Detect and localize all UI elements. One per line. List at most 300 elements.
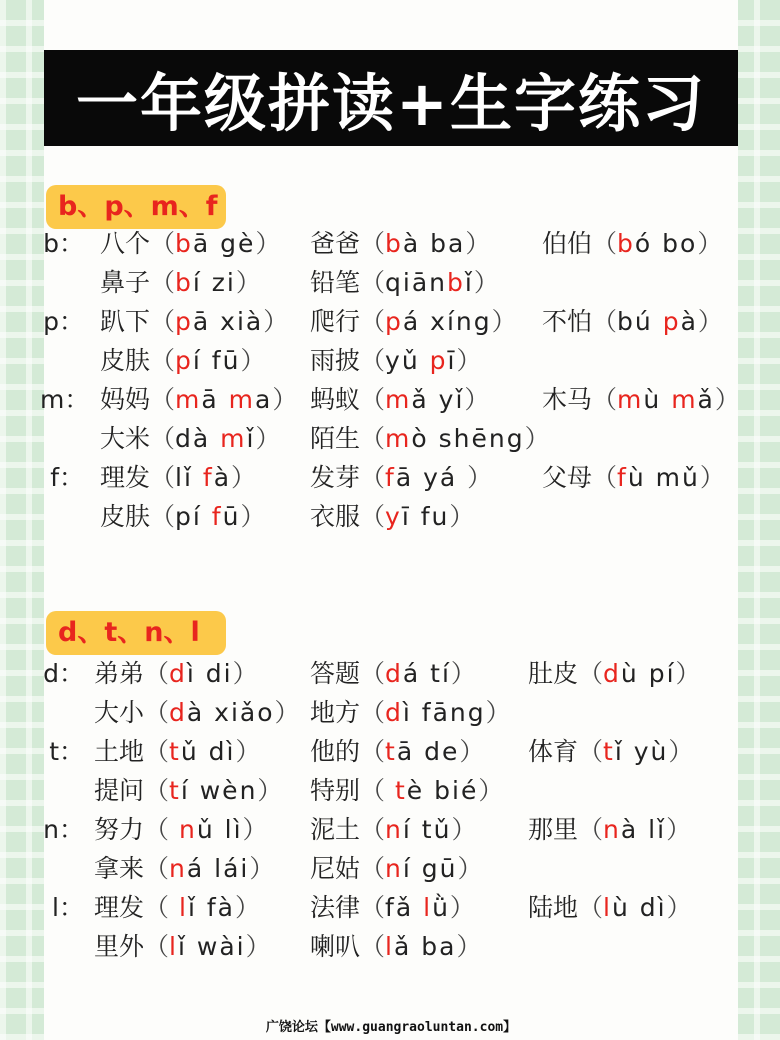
hanzi-text: 木马 bbox=[542, 385, 593, 414]
open-paren: （ bbox=[360, 385, 386, 414]
close-paren: ） bbox=[666, 815, 692, 844]
vocab-word bbox=[310, 225, 490, 263]
vocab-word bbox=[310, 342, 481, 380]
hanzi-text: 皮肤 bbox=[100, 502, 151, 531]
pinyin-line bbox=[44, 264, 738, 302]
pinyin-line bbox=[44, 733, 738, 771]
open-paren: （ bbox=[592, 385, 618, 414]
pinyin-text bbox=[617, 385, 715, 414]
close-paren: ） bbox=[714, 385, 740, 414]
pinyin-segment: qiān bbox=[385, 268, 448, 297]
pinyin-segment: yǔ bbox=[385, 346, 430, 375]
page-title: 一年级拼读+生字练习 bbox=[76, 66, 706, 140]
pinyin-line bbox=[44, 889, 738, 927]
hanzi-text: 泥土 bbox=[310, 815, 361, 844]
close-paren: ） bbox=[485, 698, 511, 727]
close-paren: ） bbox=[245, 932, 271, 961]
initial-letter: m： bbox=[40, 385, 90, 414]
pinyin-segment: dà bbox=[175, 424, 221, 453]
close-paren: ） bbox=[255, 424, 281, 453]
pinyin-text bbox=[175, 268, 236, 297]
close-paren: ） bbox=[235, 737, 261, 766]
close-paren: ） bbox=[249, 854, 275, 883]
hanzi-text: 理发 bbox=[94, 893, 145, 922]
close-paren: ） bbox=[697, 229, 723, 258]
pinyin-segment: ā xià bbox=[192, 307, 264, 336]
hanzi-text: 他的 bbox=[310, 737, 361, 766]
close-paren: ） bbox=[478, 776, 504, 805]
pinyin-initial-highlight: b bbox=[385, 229, 403, 258]
vocab-word bbox=[542, 459, 725, 497]
pinyin-line bbox=[44, 342, 738, 380]
pinyin-segment: à ba bbox=[402, 229, 466, 258]
vocab-word bbox=[542, 381, 740, 419]
open-paren: （ bbox=[360, 268, 386, 297]
initial-letter: d： bbox=[43, 659, 84, 688]
hanzi-text: 趴下 bbox=[100, 307, 151, 336]
open-paren: （ bbox=[592, 229, 618, 258]
close-paren: ） bbox=[666, 893, 692, 922]
pinyin-segment: ǐ wài bbox=[177, 932, 246, 961]
close-paren: ） bbox=[449, 893, 475, 922]
open-paren: （ bbox=[578, 815, 604, 844]
vocab-word bbox=[528, 889, 692, 927]
pinyin-line bbox=[44, 459, 738, 497]
pinyin-line bbox=[44, 811, 738, 849]
pinyin-segment: ā de bbox=[396, 737, 460, 766]
pinyin-text bbox=[169, 815, 243, 844]
open-paren: （ bbox=[360, 307, 386, 336]
vocab-word bbox=[310, 264, 499, 302]
open-paren: （ bbox=[150, 385, 176, 414]
open-paren: （ bbox=[150, 502, 176, 531]
open-paren: （ bbox=[360, 229, 386, 258]
close-paren: ） bbox=[697, 307, 723, 336]
open-paren: （ bbox=[360, 659, 386, 688]
pinyin-initial-highlight: p bbox=[662, 307, 681, 336]
pinyin-initial-highlight: l bbox=[169, 932, 178, 961]
pinyin-initial-highlight: m bbox=[228, 385, 256, 414]
open-paren: （ bbox=[360, 502, 386, 531]
vocab-word bbox=[310, 928, 481, 966]
open-paren: （ bbox=[144, 893, 170, 922]
close-paren: ） bbox=[274, 698, 300, 727]
pinyin-initial-highlight: n bbox=[385, 854, 403, 883]
initial-letter: p： bbox=[43, 307, 84, 336]
vocab-word bbox=[94, 889, 260, 927]
open-paren: （ bbox=[360, 776, 386, 805]
pinyin-line bbox=[44, 303, 738, 341]
pinyin-initial-highlight: b bbox=[175, 229, 193, 258]
pinyin-text bbox=[385, 463, 467, 492]
pinyin-initial-highlight: f bbox=[211, 502, 223, 531]
hanzi-text: 法律 bbox=[310, 893, 361, 922]
pinyin-segment: í wèn bbox=[180, 776, 258, 805]
pinyin-text bbox=[603, 659, 675, 688]
hanzi-text: 皮肤 bbox=[100, 346, 151, 375]
hanzi-text: 特别 bbox=[310, 776, 361, 805]
pinyin-text bbox=[175, 385, 272, 414]
pinyin-initial-highlight: b bbox=[617, 229, 635, 258]
open-paren: （ bbox=[360, 893, 386, 922]
pinyin-initial-highlight: m bbox=[617, 385, 644, 414]
pinyin-segment: ǎ ba bbox=[393, 932, 457, 961]
pinyin-segment: ā bbox=[201, 385, 229, 414]
pinyin-initial-highlight: d bbox=[385, 659, 403, 688]
close-paren: ） bbox=[449, 502, 475, 531]
open-paren: （ bbox=[578, 737, 604, 766]
vocab-word bbox=[94, 655, 258, 693]
open-paren: （ bbox=[578, 659, 604, 688]
pinyin-initial-highlight: l bbox=[603, 893, 612, 922]
pinyin-initial-highlight: m bbox=[220, 424, 247, 453]
worksheet bbox=[40, 0, 740, 1040]
open-paren: （ bbox=[360, 346, 386, 375]
pinyin-text bbox=[169, 698, 275, 727]
vocab-word bbox=[100, 381, 297, 419]
hanzi-text: 努力 bbox=[94, 815, 145, 844]
pinyin-text bbox=[385, 776, 478, 805]
pinyin-segment: pí bbox=[175, 502, 212, 531]
hanzi-text: 八个 bbox=[100, 229, 151, 258]
pinyin-text bbox=[175, 502, 240, 531]
pinyin-text bbox=[169, 932, 246, 961]
pinyin-line bbox=[44, 655, 738, 693]
pinyin-segment: ǐ yù bbox=[614, 737, 669, 766]
pinyin-line bbox=[44, 772, 738, 810]
open-paren: （ bbox=[150, 229, 176, 258]
pinyin-initial-highlight: m bbox=[385, 424, 412, 453]
pinyin-initial-highlight: n bbox=[178, 815, 197, 844]
close-paren: ） bbox=[459, 737, 485, 766]
pinyin-line bbox=[44, 225, 738, 263]
close-paren: ） bbox=[240, 346, 266, 375]
hanzi-text: 提问 bbox=[94, 776, 145, 805]
open-paren: （ bbox=[150, 463, 176, 492]
pinyin-segment: ó bo bbox=[634, 229, 698, 258]
pinyin-initial-highlight: l bbox=[423, 893, 433, 922]
pinyin-segment: ī fu bbox=[401, 502, 450, 531]
pinyin-text bbox=[617, 463, 700, 492]
pinyin-initial-highlight: p bbox=[385, 307, 403, 336]
pinyin-text bbox=[385, 854, 457, 883]
hanzi-text: 父母 bbox=[542, 463, 593, 492]
footer-watermark: 广饶论坛【www.guangraoluntan.com】 bbox=[265, 1020, 517, 1035]
hanzi-text: 答题 bbox=[310, 659, 361, 688]
close-paren: ） bbox=[465, 229, 491, 258]
hanzi-text: 地方 bbox=[310, 698, 361, 727]
pinyin-segment bbox=[169, 815, 179, 844]
open-paren: （ bbox=[150, 307, 176, 336]
pinyin-initial-highlight: n bbox=[169, 854, 187, 883]
open-paren: （ bbox=[144, 698, 170, 727]
pinyin-segment: lǐ bbox=[175, 463, 203, 492]
hanzi-text: 铅笔 bbox=[310, 268, 361, 297]
open-paren: （ bbox=[360, 698, 386, 727]
vocab-word bbox=[310, 655, 476, 693]
pinyin-text bbox=[385, 385, 464, 414]
vocab-word bbox=[310, 733, 484, 771]
vocab-word bbox=[310, 694, 511, 732]
pinyin-initial-highlight: p bbox=[175, 307, 193, 336]
section-label: b、p、m、f bbox=[46, 185, 226, 229]
vocab-word bbox=[528, 811, 691, 849]
pinyin-segment: ò shēng bbox=[411, 424, 525, 453]
pinyin-segment: à lǐ bbox=[620, 815, 667, 844]
pinyin-initial-highlight: d bbox=[169, 698, 187, 727]
pinyin-segment: í zi bbox=[192, 268, 236, 297]
hanzi-text: 弟弟 bbox=[94, 659, 145, 688]
vocab-word bbox=[100, 264, 261, 302]
close-paren: ） bbox=[451, 815, 477, 844]
close-paren: ） bbox=[240, 502, 266, 531]
vocab-word bbox=[94, 733, 260, 771]
pinyin-text bbox=[169, 776, 257, 805]
open-paren: （ bbox=[360, 815, 386, 844]
vocab-word bbox=[100, 342, 265, 380]
open-paren: （ bbox=[150, 268, 176, 297]
pinyin-text bbox=[169, 659, 233, 688]
open-paren: （ bbox=[592, 463, 618, 492]
pinyin-segment: ì di bbox=[186, 659, 233, 688]
pinyin-initial-highlight: n bbox=[603, 815, 621, 844]
pinyin-segment: á tí bbox=[402, 659, 451, 688]
pinyin-text bbox=[603, 893, 667, 922]
hanzi-text: 大米 bbox=[100, 424, 151, 453]
pinyin-text bbox=[175, 424, 255, 453]
open-paren: （ bbox=[144, 737, 170, 766]
pinyin-initial-highlight: p bbox=[429, 346, 448, 375]
hanzi-text: 里外 bbox=[94, 932, 145, 961]
vocab-word bbox=[94, 850, 274, 888]
pinyin-line bbox=[44, 498, 738, 536]
open-paren: （ bbox=[144, 932, 170, 961]
hanzi-text: 妈妈 bbox=[100, 385, 151, 414]
pinyin-segment: á lái bbox=[186, 854, 250, 883]
initial-letter: b： bbox=[43, 229, 84, 258]
pinyin-segment: fǎ bbox=[385, 893, 424, 922]
pinyin-segment: ǔ dì bbox=[180, 737, 236, 766]
pinyin-text bbox=[603, 815, 666, 844]
pinyin-segment: à bbox=[680, 307, 698, 336]
close-paren: ） bbox=[232, 659, 258, 688]
pinyin-text bbox=[175, 307, 263, 336]
pinyin-segment: ì fāng bbox=[402, 698, 486, 727]
pinyin-text bbox=[603, 737, 668, 766]
pinyin-segment: à bbox=[213, 463, 232, 492]
close-paren: ） bbox=[456, 932, 482, 961]
hanzi-text: 鼻子 bbox=[100, 268, 151, 297]
pinyin-text bbox=[385, 424, 525, 453]
open-paren: （ bbox=[150, 346, 176, 375]
close-paren: ） bbox=[257, 776, 283, 805]
vocab-word bbox=[94, 772, 282, 810]
hanzi-text: 体育 bbox=[528, 737, 579, 766]
hanzi-text: 衣服 bbox=[310, 502, 361, 531]
close-paren: ） bbox=[234, 893, 260, 922]
hanzi-text: 不怕 bbox=[542, 307, 593, 336]
hanzi-text: 喇叭 bbox=[310, 932, 361, 961]
vocab-word bbox=[100, 498, 265, 536]
hanzi-text: 陆地 bbox=[528, 893, 579, 922]
close-paren: ） bbox=[272, 385, 298, 414]
pinyin-segment: ù mǔ bbox=[627, 463, 700, 492]
pinyin-text bbox=[169, 893, 235, 922]
open-paren: （ bbox=[150, 424, 176, 453]
pinyin-text bbox=[617, 229, 697, 258]
initial-letter: l： bbox=[52, 893, 84, 922]
pinyin-initial-highlight: f bbox=[617, 463, 628, 492]
pinyin-line bbox=[44, 850, 738, 888]
vocab-word bbox=[100, 225, 280, 263]
open-paren: （ bbox=[144, 659, 170, 688]
pinyin-segment: ǎ bbox=[697, 385, 715, 414]
open-paren: （ bbox=[578, 893, 604, 922]
vocab-word bbox=[310, 420, 550, 458]
initial-letter: f： bbox=[50, 463, 84, 492]
pinyin-line bbox=[40, 381, 740, 419]
vocab-word bbox=[310, 498, 474, 536]
pinyin-segment: ǐ fà bbox=[187, 893, 235, 922]
initial-letter: t： bbox=[49, 737, 84, 766]
pinyin-initial-highlight: b bbox=[175, 268, 193, 297]
close-paren: ） bbox=[467, 463, 493, 492]
close-paren: ） bbox=[235, 268, 261, 297]
pinyin-segment bbox=[385, 776, 395, 805]
pinyin-initial-highlight: t bbox=[394, 776, 407, 805]
vocab-word bbox=[310, 811, 476, 849]
close-paren: ） bbox=[464, 385, 490, 414]
pinyin-segment: ù pí bbox=[620, 659, 676, 688]
vocab-word bbox=[310, 459, 492, 497]
close-paren: ） bbox=[456, 346, 482, 375]
pinyin-initial-highlight: y bbox=[385, 502, 402, 531]
hanzi-text: 爬行 bbox=[310, 307, 361, 336]
pinyin-text bbox=[385, 229, 465, 258]
pinyin-line bbox=[44, 928, 738, 966]
close-paren: ） bbox=[255, 229, 281, 258]
vocab-word bbox=[310, 772, 503, 810]
pinyin-segment: a bbox=[255, 385, 273, 414]
vocab-word bbox=[310, 381, 489, 419]
vocab-word bbox=[310, 889, 475, 927]
pinyin-text bbox=[385, 268, 474, 297]
open-paren: （ bbox=[144, 776, 170, 805]
pinyin-segment bbox=[169, 893, 179, 922]
vocab-word bbox=[100, 303, 288, 341]
hanzi-text: 拿来 bbox=[94, 854, 145, 883]
pinyin-segment: bú bbox=[617, 307, 663, 336]
close-paren: ） bbox=[675, 659, 701, 688]
pinyin-segment: ǐ bbox=[464, 268, 474, 297]
open-paren: （ bbox=[360, 463, 386, 492]
open-paren: （ bbox=[592, 307, 618, 336]
open-paren: （ bbox=[360, 854, 386, 883]
pinyin-line bbox=[44, 694, 738, 732]
section-label: d、t、n、l bbox=[46, 611, 226, 655]
close-paren: ） bbox=[450, 659, 476, 688]
pinyin-segment: ā yá bbox=[395, 463, 468, 492]
pinyin-initial-highlight: l bbox=[385, 932, 394, 961]
pinyin-initial-highlight: m bbox=[175, 385, 202, 414]
pinyin-text bbox=[385, 659, 451, 688]
pinyin-initial-highlight: f bbox=[385, 463, 396, 492]
hanzi-text: 发芽 bbox=[310, 463, 361, 492]
vocab-word bbox=[528, 655, 701, 693]
hanzi-text: 伯伯 bbox=[542, 229, 593, 258]
pinyin-initial-highlight: f bbox=[202, 463, 214, 492]
close-paren: ） bbox=[491, 307, 517, 336]
pinyin-text bbox=[169, 737, 235, 766]
pinyin-segment: í gū bbox=[402, 854, 458, 883]
pinyin-initial-highlight: d bbox=[385, 698, 403, 727]
vocab-word bbox=[310, 850, 483, 888]
open-paren: （ bbox=[144, 815, 170, 844]
pinyin-line bbox=[44, 420, 738, 458]
pinyin-initial-highlight: p bbox=[175, 346, 193, 375]
hanzi-text: 陌生 bbox=[310, 424, 361, 453]
pinyin-initial-highlight: d bbox=[603, 659, 621, 688]
hanzi-text: 尼姑 bbox=[310, 854, 361, 883]
vocab-word bbox=[528, 733, 693, 771]
hanzi-text: 土地 bbox=[94, 737, 145, 766]
close-paren: ） bbox=[473, 268, 499, 297]
pinyin-text bbox=[175, 229, 255, 258]
pinyin-segment: ǐ bbox=[246, 424, 256, 453]
pinyin-text bbox=[385, 932, 456, 961]
pinyin-text bbox=[385, 307, 492, 336]
pinyin-segment: ǎ yǐ bbox=[411, 385, 465, 414]
close-paren: ） bbox=[457, 854, 483, 883]
close-paren: ） bbox=[699, 463, 725, 492]
pinyin-text bbox=[175, 463, 231, 492]
pinyin-segment: í tǔ bbox=[402, 815, 452, 844]
pinyin-text bbox=[385, 502, 449, 531]
vocab-word bbox=[94, 694, 300, 732]
pinyin-initial-highlight: t bbox=[603, 737, 615, 766]
pinyin-segment: ù bbox=[643, 385, 672, 414]
vocab-word bbox=[100, 420, 281, 458]
vocab-word bbox=[94, 811, 268, 849]
pinyin-initial-highlight: m bbox=[385, 385, 412, 414]
vocab-word bbox=[100, 459, 256, 497]
pinyin-segment: à xiǎo bbox=[186, 698, 275, 727]
pinyin-segment: á xíng bbox=[402, 307, 492, 336]
pinyin-text bbox=[385, 893, 450, 922]
close-paren: ） bbox=[668, 737, 694, 766]
pinyin-segment: ǔ lì bbox=[196, 815, 243, 844]
pinyin-initial-highlight: d bbox=[169, 659, 187, 688]
initial-letter: n： bbox=[43, 815, 84, 844]
pinyin-initial-highlight: t bbox=[169, 737, 181, 766]
pinyin-text bbox=[385, 737, 459, 766]
pinyin-initial-highlight: t bbox=[385, 737, 397, 766]
hanzi-text: 大小 bbox=[94, 698, 145, 727]
close-paren: ） bbox=[242, 815, 268, 844]
pinyin-text bbox=[385, 815, 451, 844]
pinyin-initial-highlight: t bbox=[169, 776, 181, 805]
pinyin-segment: è bié bbox=[406, 776, 479, 805]
pinyin-text bbox=[169, 854, 249, 883]
pinyin-segment: ū bbox=[222, 502, 241, 531]
pinyin-text bbox=[175, 346, 240, 375]
hanzi-text: 爸爸 bbox=[310, 229, 361, 258]
open-paren: （ bbox=[144, 854, 170, 883]
pinyin-initial-highlight: l bbox=[178, 893, 188, 922]
pinyin-segment: ǜ bbox=[432, 893, 450, 922]
hanzi-text: 那里 bbox=[528, 815, 579, 844]
pinyin-segment: í fū bbox=[192, 346, 241, 375]
